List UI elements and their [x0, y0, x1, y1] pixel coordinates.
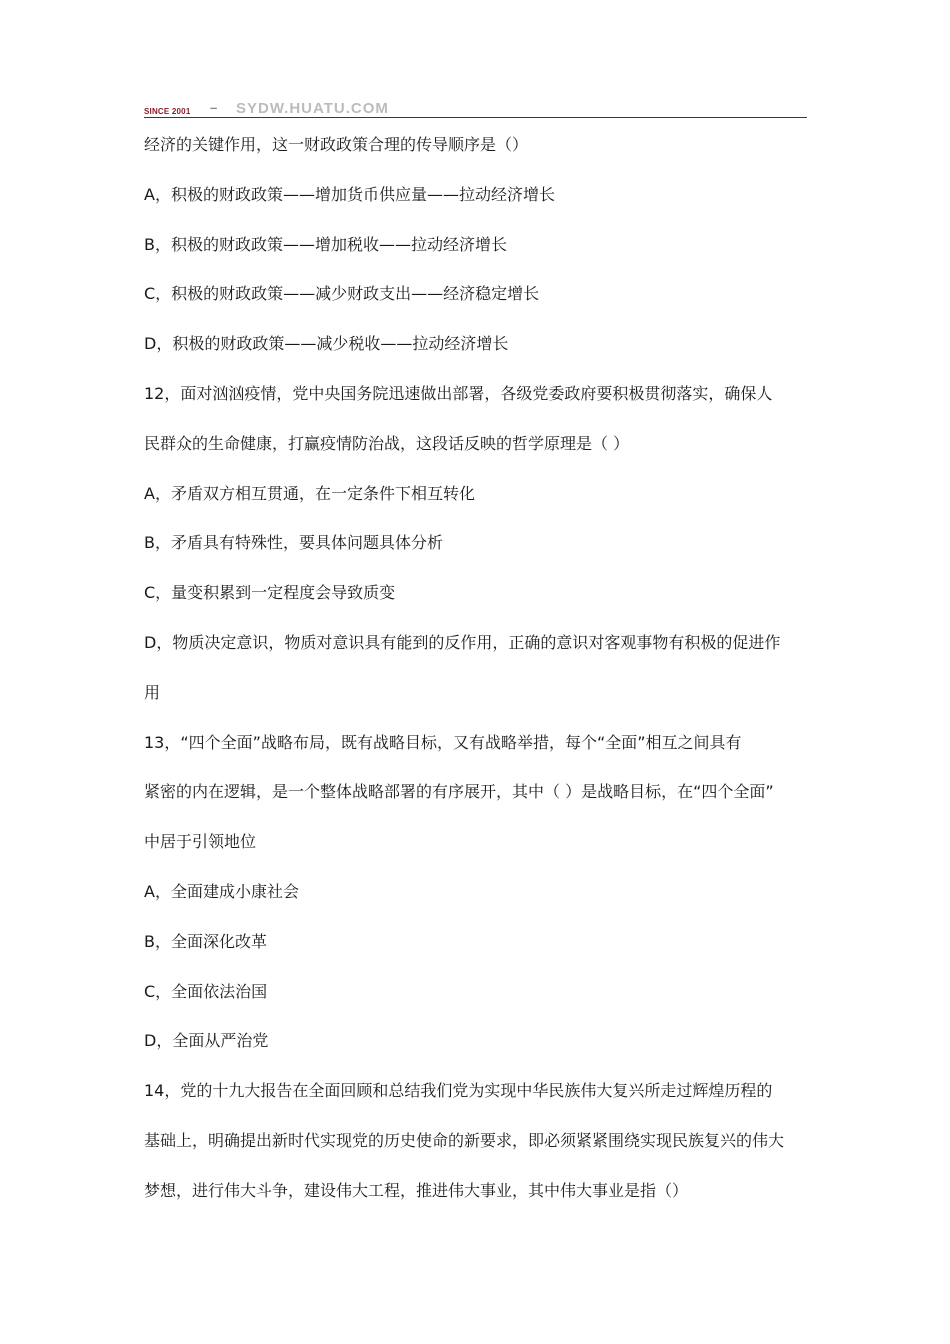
question-11-stem-end: 经济的关键作用，这一财政政策合理的传导顺序是（） [144, 135, 529, 154]
question-14-stem-line-1: 14，党的十九大报告在全面回顾和总结我们党为实现中华民族伟大复兴所走过辉煌历程的 [144, 1081, 773, 1101]
question-13-option-d: D，全面从严治党 [144, 1031, 269, 1051]
document-body [144, 127, 807, 1223]
question-11-option-d: D，积极的财政政策——减少税收——拉动经济增长 [144, 334, 509, 354]
question-12-option-d-line-1: D，物质决定意识，物质对意识具有能到的反作用，正确的意识对客观事物有积极的促进作 [144, 632, 781, 652]
question-13-stem-line-1: 13，“四个全面”战略布局，既有战略目标，又有战略举措，每个“全面”相互之间具有 [144, 732, 742, 752]
question-14-stem-line-3: 梦想，进行伟大斗争，建设伟大工程，推进伟大事业，其中伟大事业是指（） [144, 1180, 689, 1200]
question-11-option-c: C，积极的财政政策——减少财政支出——经济稳定增长 [144, 284, 540, 304]
header-dash: – [210, 100, 218, 115]
page-header [144, 98, 807, 118]
header-rule [144, 117, 807, 118]
question-11-option-a: A，积极的财政政策——增加货币供应量——拉动经济增长 [144, 184, 555, 204]
question-11-option-b: B，积极的财政政策——增加税收——拉动经济增长 [144, 234, 507, 254]
question-13-option-c: C，全面依法治国 [144, 981, 268, 1001]
question-14-stem-line-2: 基础上，明确提出新时代实现党的历史使命的新要求，即必须紧紧围绕实现民族复兴的伟大 [144, 1130, 785, 1150]
header-site-url: SYDW.HUATU.COM [236, 100, 389, 113]
question-12-option-b: B，矛盾具有特殊性，要具体问题具体分析 [144, 533, 443, 553]
question-12-stem-line-1: 12，面对汹汹疫情，党中央国务院迅速做出部署，各级党委政府要积极贯彻落实，确保人 [144, 383, 773, 403]
question-12-option-d-line-2: 用 [144, 682, 161, 702]
question-13-option-b: B，全面深化改革 [144, 931, 267, 951]
question-12-option-c: C，量变积累到一定程度会导致质变 [144, 583, 396, 603]
question-13-stem-line-2: 紧密的内在逻辑，是一个整体战略部署的有序展开，其中（ ）是战略目标，在“四个全面” [144, 782, 774, 802]
question-13-stem-line-3: 中居于引领地位 [144, 832, 257, 852]
question-12-stem-line-2: 民群众的生命健康，打赢疫情防治战，这段话反映的哲学原理是（ ） [144, 433, 630, 453]
question-13-option-a: A，全面建成小康社会 [144, 881, 299, 901]
header-since-label: SINCE 2001 [144, 107, 191, 116]
question-12-option-a: A，矛盾双方相互贯通，在一定条件下相互转化 [144, 483, 475, 503]
